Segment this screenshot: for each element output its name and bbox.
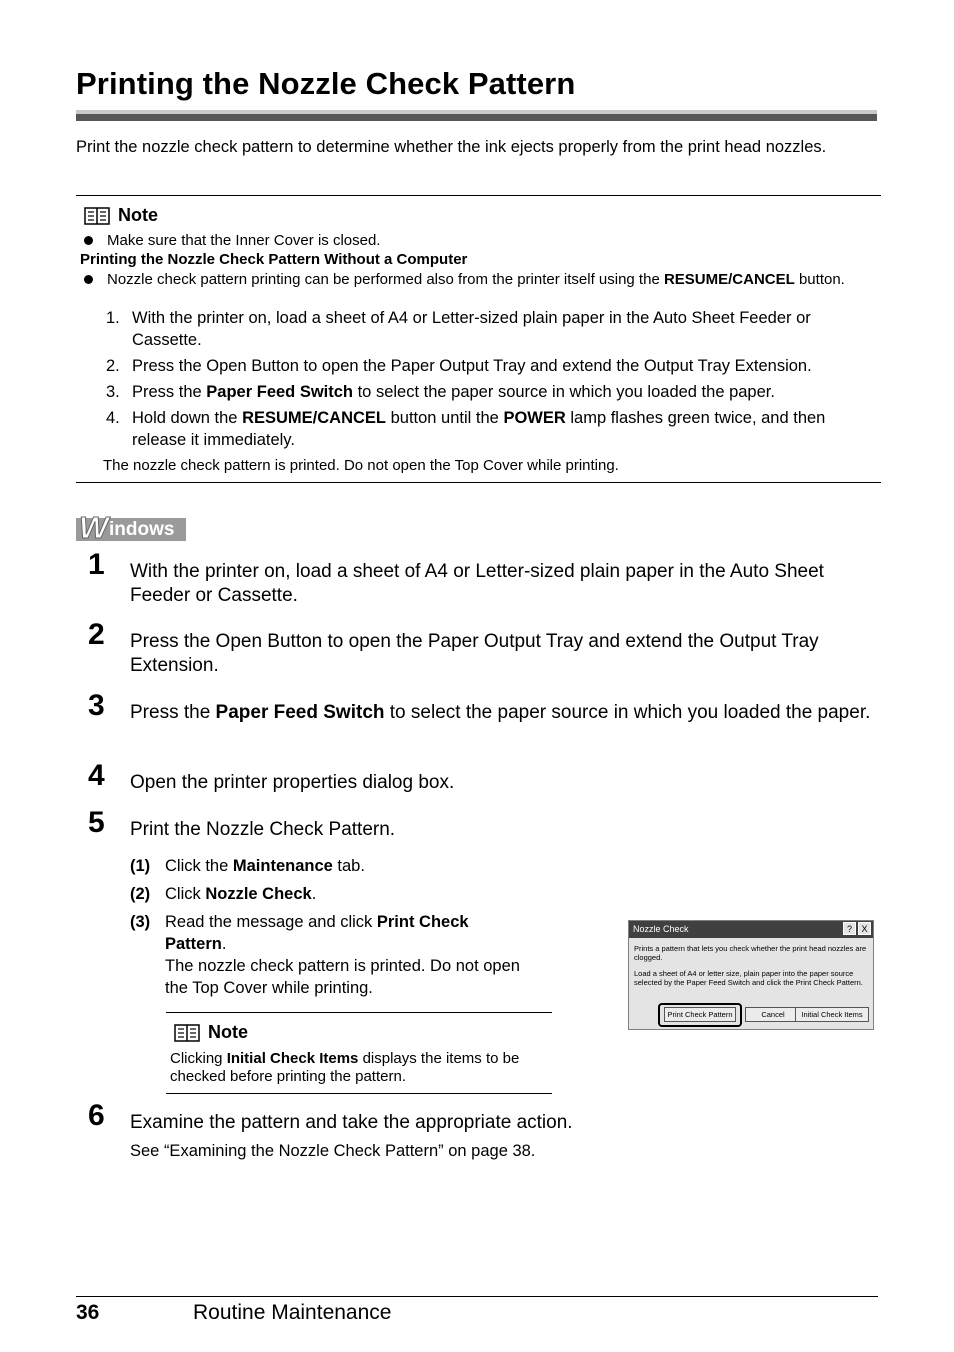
step-text: Examine the pattern and take the appropriate action. (130, 1112, 573, 1133)
dialog-titlebar (629, 921, 873, 938)
step-number: 4 (88, 759, 105, 792)
note-step: 4. Hold down the RESUME/CANCEL button until the POWER lamp flashes green twice, and then release it immediately. (106, 409, 826, 449)
bullet-dot (84, 275, 93, 284)
note2-heading (174, 1022, 248, 1043)
note2-bottom-rule (166, 1093, 552, 1094)
section-name: Routine Maintenance (193, 1301, 392, 1324)
step-number: 2 (88, 618, 105, 651)
footer-rule (76, 1296, 878, 1297)
step-text: With the printer on, load a sheet of A4 or Letter-sized plain paper in the Auto Sheet Feeder or Cassette. (130, 561, 824, 606)
substep: (2) Click Nozzle Check. (130, 885, 317, 903)
note-book-icon (84, 207, 110, 225)
cancel-button[interactable]: Cancel (745, 1007, 801, 1022)
note-subheading: Printing the Nozzle Check Pattern Without a Computer (80, 251, 468, 268)
step-number: 5 (88, 806, 105, 839)
highlight-frame (658, 1003, 742, 1027)
page-title: Printing the Nozzle Check Pattern (76, 66, 576, 101)
print-check-pattern-button[interactable]: Print Check Pattern (664, 1007, 736, 1022)
note-footer-text: The nozzle check pattern is printed. Do not open the Top Cover while printing. (103, 457, 619, 474)
step-number: 1 (88, 548, 105, 581)
note2-text: Clicking Initial Check Items displays the items to be checked before printing the pattern. (170, 1050, 520, 1085)
note-heading (84, 205, 158, 226)
step-text: Press the Paper Feed Switch to select the paper source in which you loaded the paper. (130, 702, 871, 723)
step-number: 6 (88, 1099, 105, 1132)
dialog-message-2: Load a sheet of A4 or letter size, plain paper into the paper source selected by the Paper Feed Switch and click the Print Check Pattern. (634, 969, 863, 987)
step-text: Press the Open Button to open the Paper Output Tray and extend the Output Tray Extension. (130, 631, 819, 676)
bullet-dot (84, 236, 93, 245)
note-bullet-resume (80, 271, 880, 288)
title-underline (76, 110, 877, 121)
dialog-title: Nozzle Check (633, 924, 689, 934)
note-book-icon (174, 1024, 200, 1042)
windows-logo: W indows (76, 510, 186, 542)
note-bottom-rule (76, 482, 881, 483)
note2-heading-label: Note (208, 1022, 248, 1042)
note-top-rule (76, 195, 881, 196)
note2-top-rule (166, 1012, 552, 1013)
nozzle-check-dialog (628, 920, 874, 1030)
note-step: 1. With the printer on, load a sheet of A4 or Letter-sized plain paper in the Auto Sheet Feeder or Cassette. (106, 309, 811, 349)
note-bullet-text: Make sure that the Inner Cover is closed. (107, 232, 381, 249)
note-steps-list (106, 307, 881, 451)
initial-check-items-button[interactable]: Initial Check Items (795, 1007, 869, 1022)
step-text: Open the printer properties dialog box. (130, 772, 455, 793)
note-step: 2. Press the Open Button to open the Paper Output Tray and extend the Output Tray Extension. (106, 357, 812, 375)
substep: (1) Click the Maintenance tab. (130, 857, 365, 875)
step-number: 3 (88, 689, 105, 722)
close-icon[interactable]: X (858, 922, 871, 935)
note-bullet-inner-cover (80, 232, 380, 249)
note-heading-label: Note (118, 205, 158, 225)
substep: (3) Read the message and click Print Check Pattern. The nozzle check pattern is printed. Do not open the Top Cover while printing. (130, 913, 520, 997)
help-icon[interactable]: ? (843, 922, 856, 935)
step-reference: See “Examining the Nozzle Check Pattern” on page 38. (130, 1142, 536, 1160)
note-step: 3. Press the Paper Feed Switch to select the paper source in which you loaded the paper. (106, 383, 775, 401)
step-text: Print the Nozzle Check Pattern. (130, 819, 396, 840)
page-number: 36 (76, 1301, 100, 1324)
note-bullet-text: Nozzle check pattern printing can be performed also from the printer itself using the RESUME/CANCEL button. (107, 271, 845, 288)
intro-paragraph: Print the nozzle check pattern to determine whether the ink ejects properly from the print head nozzles. (76, 138, 827, 156)
dialog-message-1: Prints a pattern that lets you check whether the print head nozzles are clogged. (634, 944, 867, 962)
